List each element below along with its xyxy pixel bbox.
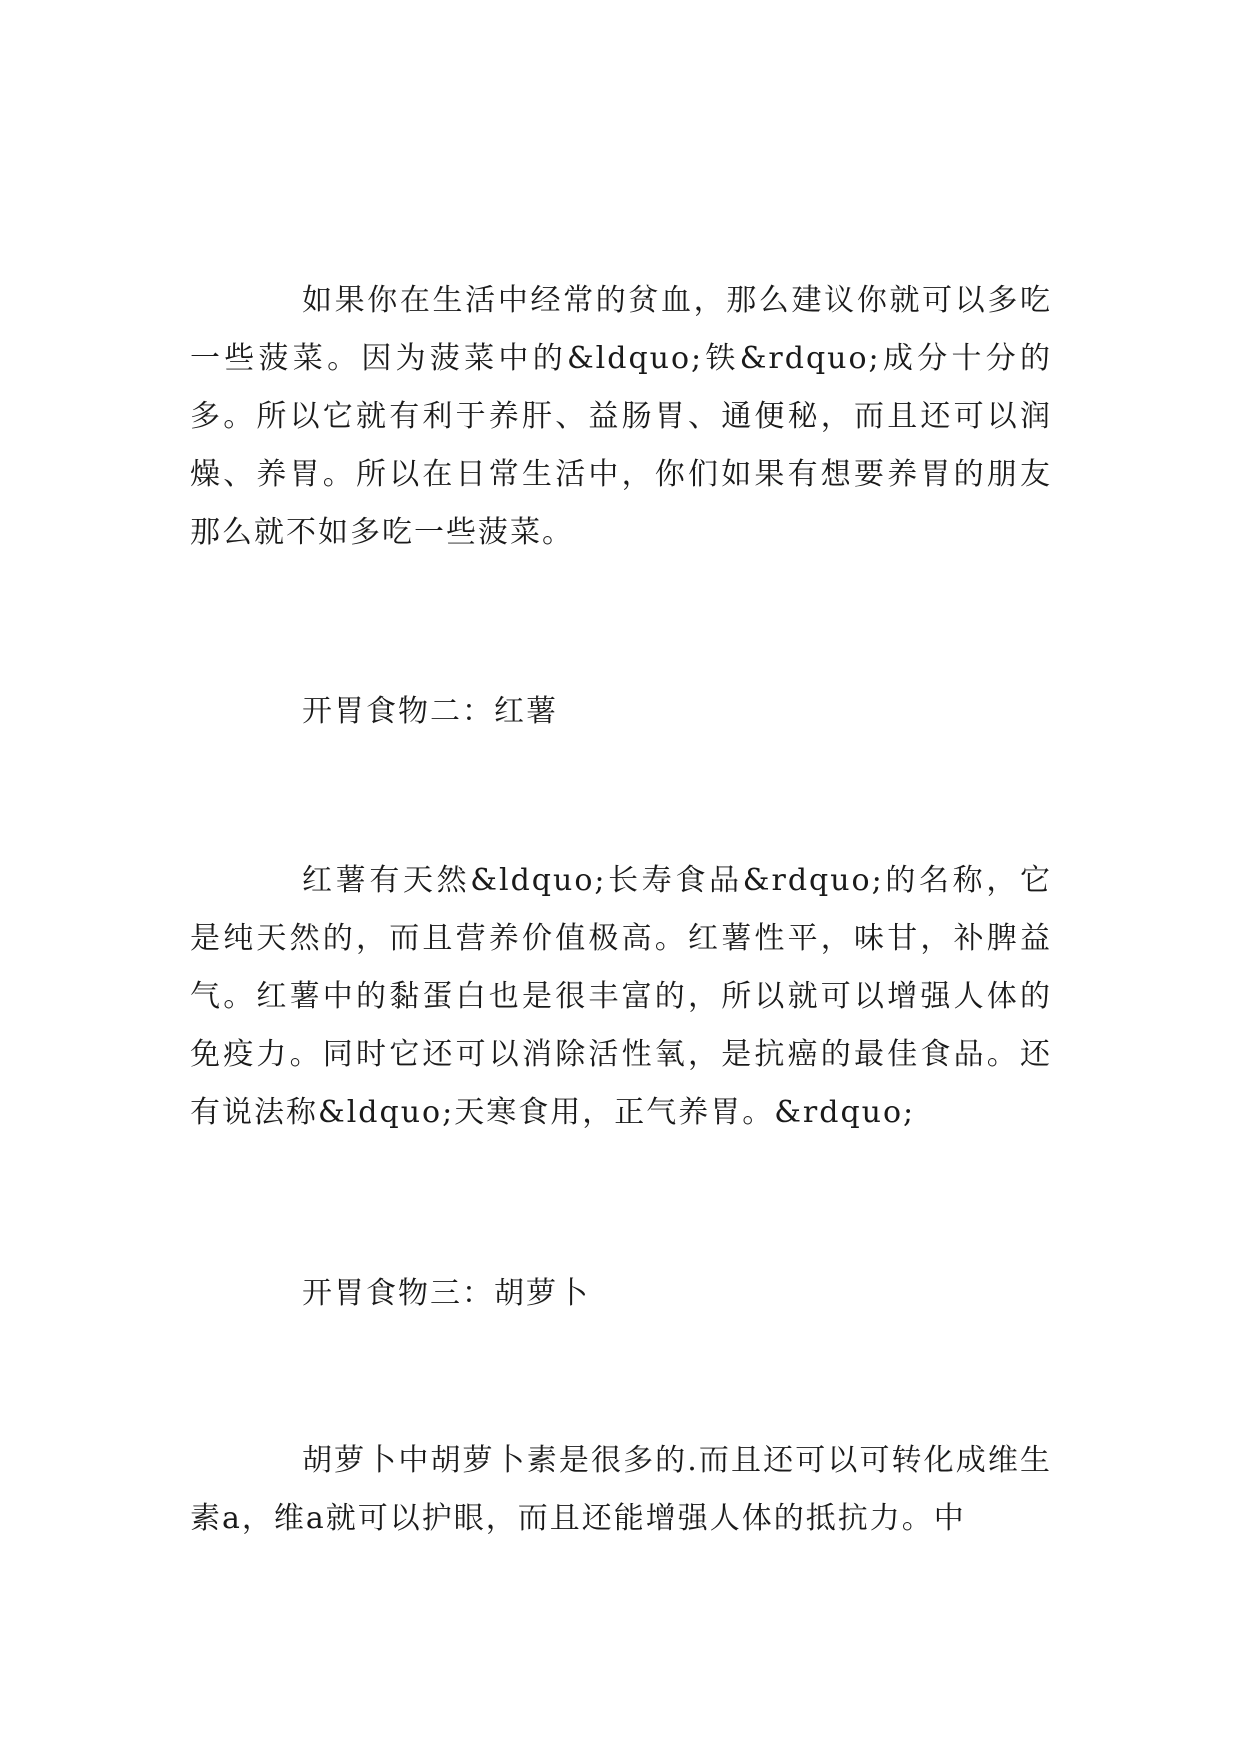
- heading-sweet-potato: 开胃食物二：红薯: [302, 694, 558, 729]
- paragraph-carrot: 胡萝卜中胡萝卜素是很多的.而且还可以可转化成维生素a，维a就可以护眼，而且还能增强人体的抵抗力。中: [190, 1443, 1052, 1536]
- paragraph-sweet-potato: 红薯有天然&ldquo;长寿食品&rdquo;的名称，它是纯天然的，而且营养价值极高。红薯性平，味甘，补脾益气。红薯中的黏蛋白也是很丰富的，所以就可以增强人体的免疫力。同时它还可以消除活性氧，是抗癌的最佳食品。还有说法称&ldquo;天寒食用，正气养胃。&rdquo;: [190, 863, 1052, 1130]
- paragraph-spinach: 如果你在生活中经常的贫血，那么建议你就可以多吃一些菠菜。因为菠菜中的&ldquo;铁&rdquo;成分十分的多。所以它就有利于养肝、益肠胃、通便秘，而且还可以润燥、养胃。所以在日常生活中，你们如果有想要养胃的朋友那么就不如多吃一些菠菜。: [190, 283, 1052, 550]
- heading-carrot: 开胃食物三：胡萝卜: [302, 1276, 590, 1311]
